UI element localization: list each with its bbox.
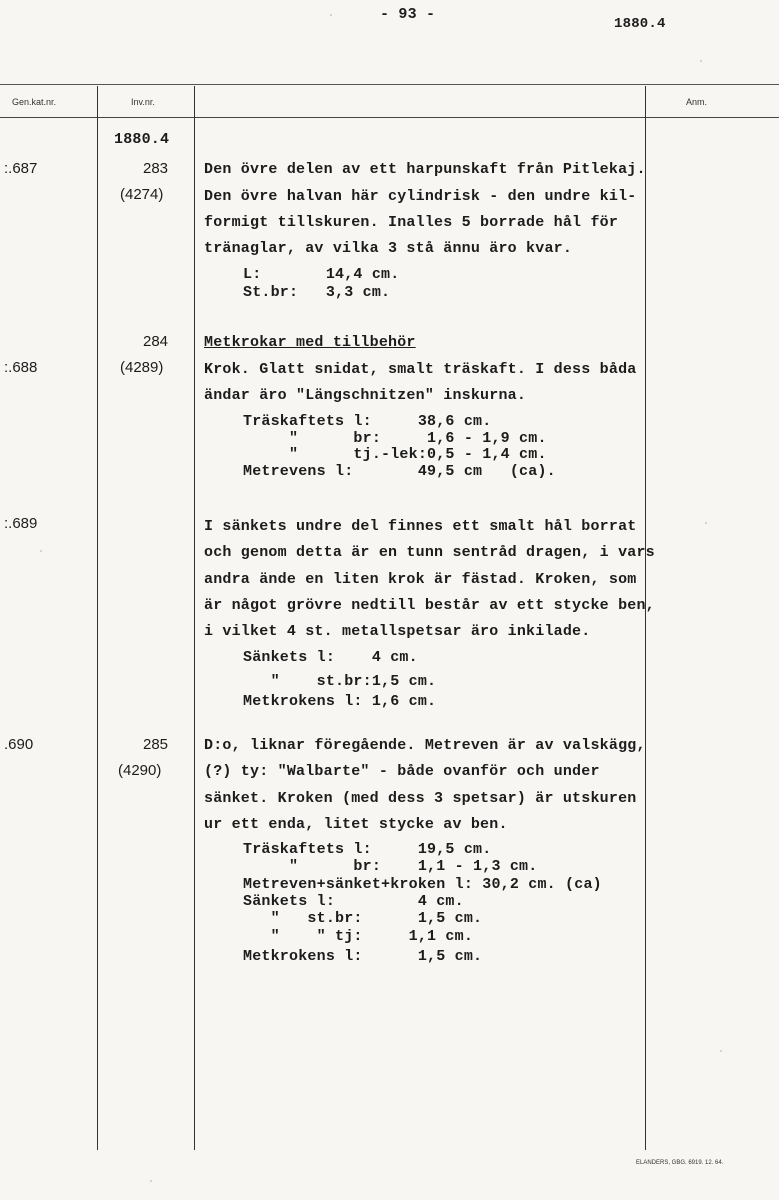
inv-nr-alt: (4290): [118, 762, 162, 779]
measurement-line: Metkrokens l: 1,6 cm.: [243, 693, 437, 710]
entry-text-line: tränaglar, av vilka 3 stå ännu äro kvar.: [204, 240, 573, 257]
column-inv-nr: Inv.nr.: [131, 97, 155, 107]
entry-text-line: D:o, liknar föregående. Metreven är av valskägg,: [204, 737, 646, 754]
entry-text-line: ändar äro "Längschnitzen" inskurna.: [204, 387, 527, 404]
scan-speck: [40, 550, 42, 552]
measurement-line: Träskaftets l: 38,6 cm.: [243, 413, 492, 430]
column-divider-1: [97, 86, 98, 1150]
year-reference: 1880.4: [614, 16, 666, 32]
entry-text-line: I sänkets undre del finnes ett smalt hål borrat: [204, 518, 637, 535]
entry-text-line: andra ände en liten krok är fästad. Kroken, som: [204, 571, 637, 588]
column-anm: Anm.: [686, 97, 708, 107]
entry-text-line: sänket. Kroken (med dess 3 spetsar) är utskuren: [204, 790, 637, 807]
measurement-line: Metrevens l: 49,5 cm (ca).: [243, 463, 556, 480]
inv-nr: 285: [143, 736, 169, 753]
gen-kat-nr: :.688: [4, 359, 38, 376]
measurement-line: Metreven+sänket+kroken l: 30,2 cm. (ca): [243, 876, 602, 893]
measurement-line: " " tj: 1,1 cm.: [243, 928, 474, 945]
entry-text-line: är något grövre nedtill består av ett stycke ben,: [204, 597, 655, 614]
column-gen-kat-nr: Gen.kat.nr.: [12, 97, 57, 107]
entry-text-line: Krok. Glatt snidat, smalt träskaft. I dess båda: [204, 361, 637, 378]
gen-kat-nr: :.689: [4, 515, 38, 532]
inv-nr-alt: (4289): [120, 359, 164, 376]
entry-text-line: Den övre delen av ett harpunskaft från Pitlekaj.: [204, 161, 646, 178]
measurement-line: Sänkets l: 4 cm.: [243, 649, 418, 666]
measurement-line: " tj.-lek:0,5 - 1,4 cm.: [243, 446, 547, 463]
entry-text-line: ur ett enda, litet stycke av ben.: [204, 816, 508, 833]
scan-speck: [150, 1180, 152, 1182]
measurement-line: " st.br: 1,5 cm.: [243, 910, 483, 927]
entry-text-line: och genom detta är en tunn sentråd dragen, i vars: [204, 544, 655, 561]
entry-text-line: (?) ty: "Walbarte" - både ovanför och under: [204, 763, 600, 780]
scan-speck: [720, 1050, 722, 1052]
measurement-line: " br: 1,6 - 1,9 cm.: [243, 430, 547, 447]
printer-mark: ELANDERS, GBG. 6919. 12. 64.: [636, 1160, 724, 1166]
page-number: - 93 -: [380, 6, 436, 23]
header-top-rule: [0, 84, 779, 85]
inv-nr: 283: [143, 160, 169, 177]
inv-nr: 284: [143, 333, 169, 350]
section-year: 1880.4: [114, 131, 170, 148]
entry-text-line: Den övre halvan här cylindrisk - den undre kil-: [204, 188, 637, 205]
entry-text-line: formigt tillskuren. Inalles 5 borrade hål för: [204, 214, 619, 231]
measurement-line: St.br: 3,3 cm.: [243, 284, 391, 301]
measurement-line: Träskaftets l: 19,5 cm.: [243, 841, 492, 858]
entry-text-line: i vilket 4 st. metallspetsar äro inkilade.: [204, 623, 591, 640]
measurement-line: Metkrokens l: 1,5 cm.: [243, 948, 483, 965]
measurement-line: Sänkets l: 4 cm.: [243, 893, 464, 910]
inv-nr-alt: (4274): [120, 186, 164, 203]
entry-heading: Metkrokar med tillbehör: [204, 334, 416, 351]
gen-kat-nr: .690: [4, 736, 34, 753]
gen-kat-nr: :.687: [4, 160, 38, 177]
scan-speck: [705, 522, 707, 524]
scan-speck: [700, 60, 702, 62]
measurement-line: " br: 1,1 - 1,3 cm.: [243, 858, 538, 875]
measurement-line: L: 14,4 cm.: [243, 266, 400, 283]
scan-speck: [330, 14, 332, 16]
measurement-line: " st.br:1,5 cm.: [243, 673, 437, 690]
column-divider-2: [194, 86, 195, 1150]
column-divider-3: [645, 86, 646, 1150]
header-bottom-rule: [0, 117, 779, 118]
